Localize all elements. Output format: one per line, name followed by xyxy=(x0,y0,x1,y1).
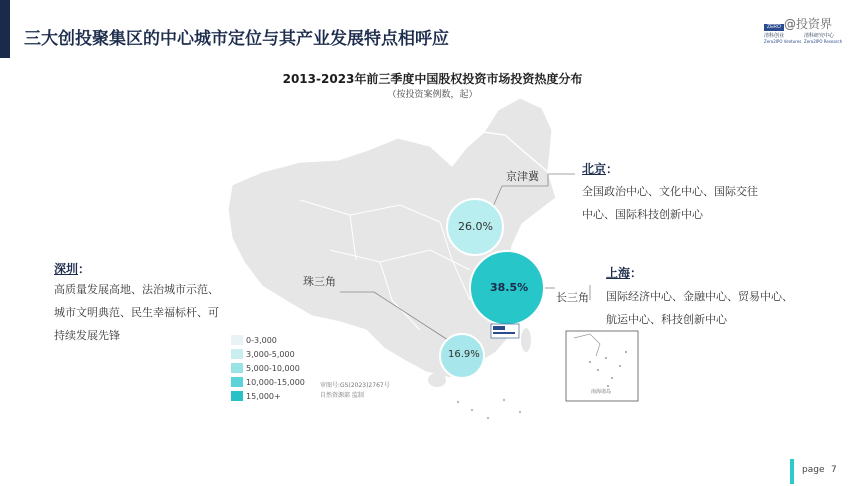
shanghai-description xyxy=(606,285,793,331)
shanghai-colon: ： xyxy=(630,266,643,280)
shanghai-name: 上海 xyxy=(606,266,631,280)
shanghai-line-2: 航运中心、科技创新中心 xyxy=(606,313,727,326)
logo-center-cn: 清科研究中心 xyxy=(804,33,835,39)
bubble-label-changsanjiao: 38.5% xyxy=(490,281,529,294)
map-credit-line-2: 自然资源部 监制 xyxy=(320,392,364,399)
bubble-label-zhusanjiao: 16.9% xyxy=(448,349,480,360)
region-label-changsanjiao: 长三角 xyxy=(556,291,589,304)
legend-label: 10,000-15,000 xyxy=(246,377,305,387)
shenzhen-name: 深圳 xyxy=(54,262,79,276)
legend-label: 5,000-10,000 xyxy=(246,363,300,373)
inset-map-label: 南海诸岛 xyxy=(591,389,612,395)
legend-item xyxy=(231,347,305,361)
page-accent-bar xyxy=(790,459,794,484)
chart-subtitle: （按投资案例数，起） xyxy=(387,90,478,100)
shenzhen-line-3: 持续发展先锋 xyxy=(54,329,120,342)
taiwan-shape xyxy=(521,328,531,352)
beijing-name: 北京 xyxy=(582,162,607,176)
hainan-shape xyxy=(428,373,446,387)
map-credit xyxy=(320,381,390,401)
legend-swatch xyxy=(231,335,243,345)
logo-brand-en: Zero2IPO Ventures xyxy=(764,39,802,44)
legend-item xyxy=(231,333,305,347)
legend-swatch xyxy=(231,377,243,387)
beijing-description xyxy=(582,180,758,226)
region-label-zhusanjiao: 珠三角 xyxy=(303,275,336,288)
page-label: page xyxy=(802,465,825,475)
legend-item xyxy=(231,389,305,403)
map-legend xyxy=(231,333,305,403)
beijing-heading xyxy=(582,160,618,177)
legend-label: 15,000+ xyxy=(246,391,281,401)
shenzhen-line-1: 高质量发展高地、法治城市示范、 xyxy=(54,283,219,296)
watermark: @投资界 xyxy=(784,17,833,31)
logo-brand-cn: 清科创业 xyxy=(764,33,785,39)
beijing-line-1: 全国政治中心、文化中心、国际交往 xyxy=(582,185,758,198)
legend-label: 0-3,000 xyxy=(246,335,277,345)
beijing-line-2: 中心、国际科技创新中心 xyxy=(582,208,703,221)
page-number: 7 xyxy=(831,465,837,475)
shenzhen-heading xyxy=(54,260,90,277)
legend-swatch xyxy=(231,349,243,359)
chart-title: 2013-2023年前三季度中国股权投资市场投资热度分布 xyxy=(282,72,583,86)
shenzhen-colon: ： xyxy=(78,262,91,276)
beijing-colon: ： xyxy=(606,162,619,176)
bubble-label-jingjinji: 26.0% xyxy=(458,220,493,233)
shenzhen-line-2: 城市文明典范、民生幸福标杆、可 xyxy=(54,306,219,319)
legend-item xyxy=(231,375,305,389)
legend-swatch xyxy=(231,391,243,401)
page-title: 三大创投聚集区的中心城市定位与其产业发展特点相呼应 xyxy=(24,29,449,49)
shanghai-line-1: 国际经济中心、金融中心、贸易中心、 xyxy=(606,290,793,303)
logo-badge: ZERO xyxy=(764,24,784,31)
logo-center-en: Zero2IPO Research xyxy=(804,39,843,44)
shanghai-heading xyxy=(606,264,642,281)
region-label-jingjinji: 京津冀 xyxy=(506,170,539,183)
shenzhen-description xyxy=(54,278,219,347)
legend-swatch xyxy=(231,363,243,373)
legend-label: 3,000-5,000 xyxy=(246,349,295,359)
legend-item xyxy=(231,361,305,375)
map-credit-line-1: 审图号:GS(2023)2767号 xyxy=(320,382,390,389)
